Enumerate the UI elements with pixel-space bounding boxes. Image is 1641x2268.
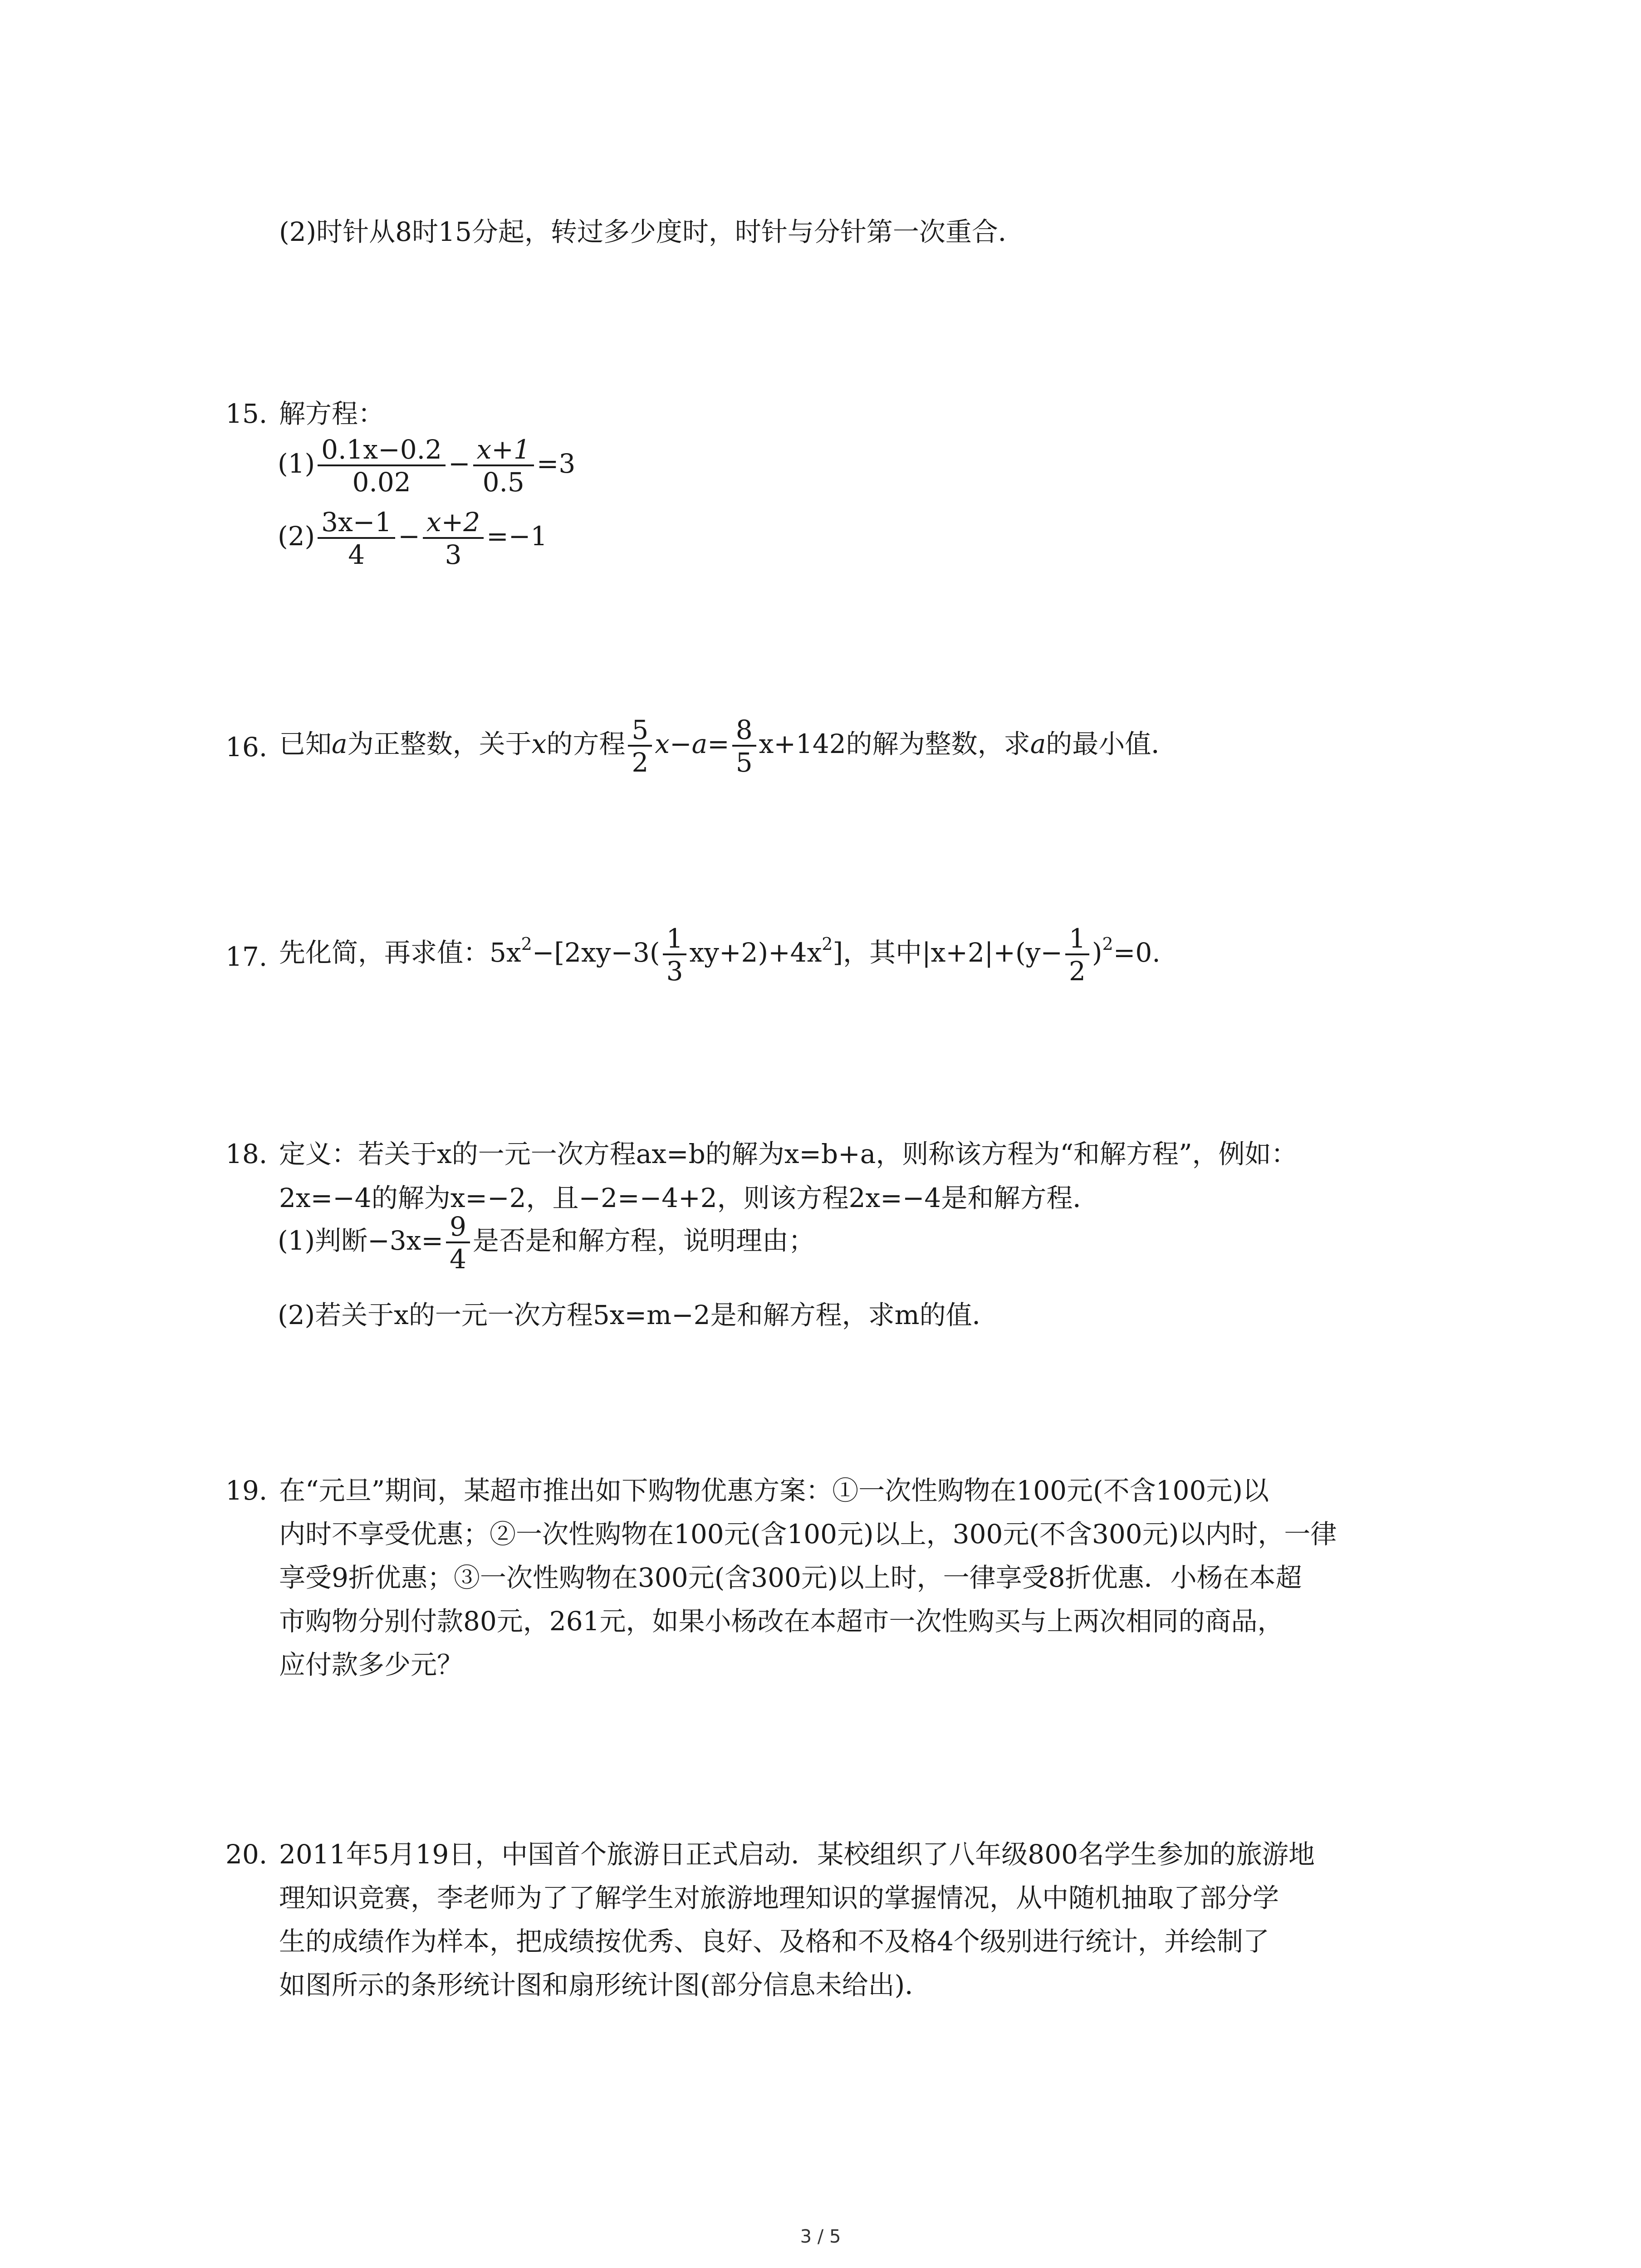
q18-p1-frac bbox=[446, 1211, 470, 1275]
q15-p2-den1: 4 bbox=[348, 539, 365, 570]
q17-den2: 2 bbox=[1068, 956, 1086, 987]
q18-part1 bbox=[278, 1211, 815, 1275]
q18-p1-den: 4 bbox=[449, 1244, 466, 1275]
q19-line-1: 在“元旦”期间，某超市推出如下购物优惠方案：①一次性购物在100元(不含100元)以 bbox=[279, 1475, 1269, 1506]
q15-p1-rhs: =3 bbox=[536, 448, 576, 479]
q16-var-a: a bbox=[332, 728, 348, 760]
q15-p2-rhs: =−1 bbox=[486, 521, 548, 552]
q16-var-x: x bbox=[531, 728, 547, 760]
q16-frac2 bbox=[732, 714, 756, 778]
q17-sup1: 2 bbox=[521, 934, 532, 954]
q16-num1: 5 bbox=[628, 717, 652, 747]
q17-expr-b: −[2xy−3( bbox=[532, 937, 660, 968]
q16-number: 16. bbox=[225, 732, 268, 763]
q17-text-a: 先化简，再求值： bbox=[279, 937, 490, 968]
q16-text-d: 的解为整数，求 bbox=[846, 728, 1030, 760]
q15-p2-num1: 3x−1 bbox=[318, 509, 395, 539]
q16-frac1 bbox=[628, 714, 652, 778]
q15-part2 bbox=[278, 509, 547, 568]
q19-line-2: 内时不享受优惠；②一次性购物在100元(含100元)以上，300元(不含300元)以内时，一律 bbox=[279, 1519, 1337, 1549]
q18-p1-a: (1)判断−3x= bbox=[278, 1225, 443, 1256]
q15-p1-minus: − bbox=[448, 448, 470, 479]
q17-expr-c: xy+2)+4x bbox=[689, 937, 822, 968]
q15-number: 15. bbox=[225, 398, 268, 429]
q17-frac2 bbox=[1065, 923, 1089, 987]
q17-num1: 1 bbox=[663, 925, 687, 955]
q17-expr-d: ]，其中|x+2|+(y− bbox=[833, 937, 1063, 968]
page-number: 3 / 5 bbox=[800, 2226, 841, 2247]
q17-den1: 3 bbox=[666, 956, 683, 987]
q15-p2-frac2 bbox=[423, 509, 484, 568]
q17-number: 17. bbox=[225, 941, 268, 972]
q16-text-b: 为正整数，关于 bbox=[347, 728, 532, 760]
q17-sup2: 2 bbox=[822, 934, 833, 954]
q15-p1-frac1 bbox=[318, 434, 446, 498]
q16-num2: 8 bbox=[732, 717, 756, 747]
q15-p2-den2: 3 bbox=[445, 539, 462, 570]
q16-tail-expr: x+142 bbox=[759, 728, 846, 760]
q16-var-a2: a bbox=[1030, 728, 1046, 760]
q15-p1-num2: x+1 bbox=[473, 436, 534, 466]
q17-frac1 bbox=[663, 923, 687, 987]
q15-p2-minus: − bbox=[398, 521, 420, 552]
q16-den1: 2 bbox=[632, 747, 649, 778]
q19-number: 19. bbox=[225, 1475, 268, 1506]
q16-text-e: 的最小值． bbox=[1046, 728, 1178, 760]
q20-number: 20. bbox=[225, 1839, 268, 1870]
q15-p1-num1: 0.1x−0.2 bbox=[318, 436, 446, 466]
q19-line-5: 应付款多少元？ bbox=[279, 1649, 464, 1680]
q17-num2: 1 bbox=[1065, 925, 1089, 955]
q18-part2: (2)若关于x的一元一次方程5x=m−2是和解方程，求m的值． bbox=[278, 1300, 999, 1330]
q18-line1: 定义：若关于x的一元一次方程ax=b的解为x=b+a，则称该方程为“和解方程”，例如： bbox=[279, 1139, 1298, 1169]
q20-line-4: 如图所示的条形统计图和扇形统计图(部分信息未给出)． bbox=[279, 1970, 931, 2000]
q15-p1-label: (1) bbox=[278, 448, 315, 479]
q18-line2: 2x=−4的解为x=−2，且−2=−4+2，则该方程2x=−4是和解方程． bbox=[279, 1183, 1099, 1213]
q16-den2: 5 bbox=[735, 747, 753, 778]
q16-body bbox=[279, 714, 1178, 778]
q19-line-4: 市购物分别付款80元，261元，如果小杨改在本超市一次性购买与上两次相同的商品， bbox=[279, 1606, 1284, 1637]
q16-text-a: 已知 bbox=[279, 728, 332, 760]
q20-line-3: 生的成绩作为样本，把成绩按优秀、良好、及格和不及格4个级别进行统计，并绘制了 bbox=[279, 1926, 1269, 1957]
q15-intro: 解方程： bbox=[279, 398, 385, 429]
q15-p1-den1: 0.02 bbox=[352, 467, 411, 498]
q17-expr-e: ) bbox=[1092, 937, 1102, 968]
q15-p1-den2: 0.5 bbox=[482, 467, 524, 498]
q15-part1 bbox=[278, 434, 576, 498]
q20-line-1: 2011年5月19日，中国首个旅游日正式启动．某校组织了八年级800名学生参加的旅游地 bbox=[279, 1839, 1315, 1870]
q14-part2: (2)时针从8时15分起，转过多少度时，时针与分针第一次重合． bbox=[279, 216, 1024, 247]
q15-p1-frac2 bbox=[473, 434, 534, 498]
q20-line-2: 理知识竞赛，李老师为了了解学生对旅游地理知识的掌握情况，从中随机抽取了部分学 bbox=[279, 1882, 1279, 1913]
q18-p1-num: 9 bbox=[446, 1213, 470, 1243]
q15-p2-label: (2) bbox=[278, 521, 315, 552]
q17-expr-a: 5x bbox=[490, 937, 521, 968]
q17-sup3: 2 bbox=[1102, 934, 1113, 954]
q19-line-3: 享受9折优惠；③一次性购物在300元(含300元)以上时，一律享受8折优惠．小杨在本超 bbox=[279, 1562, 1302, 1593]
q18-p1-b: 是否是和解方程，说明理由； bbox=[472, 1225, 815, 1256]
q16-mid: x−a= bbox=[655, 728, 730, 760]
q15-p2-frac1 bbox=[318, 509, 395, 568]
q17-body bbox=[279, 923, 1161, 987]
q17-expr-f: =0. bbox=[1113, 937, 1161, 968]
q18-number: 18. bbox=[225, 1139, 268, 1169]
q16-text-c: 的方程 bbox=[546, 728, 626, 760]
q15-p2-num2: x+2 bbox=[423, 509, 484, 539]
